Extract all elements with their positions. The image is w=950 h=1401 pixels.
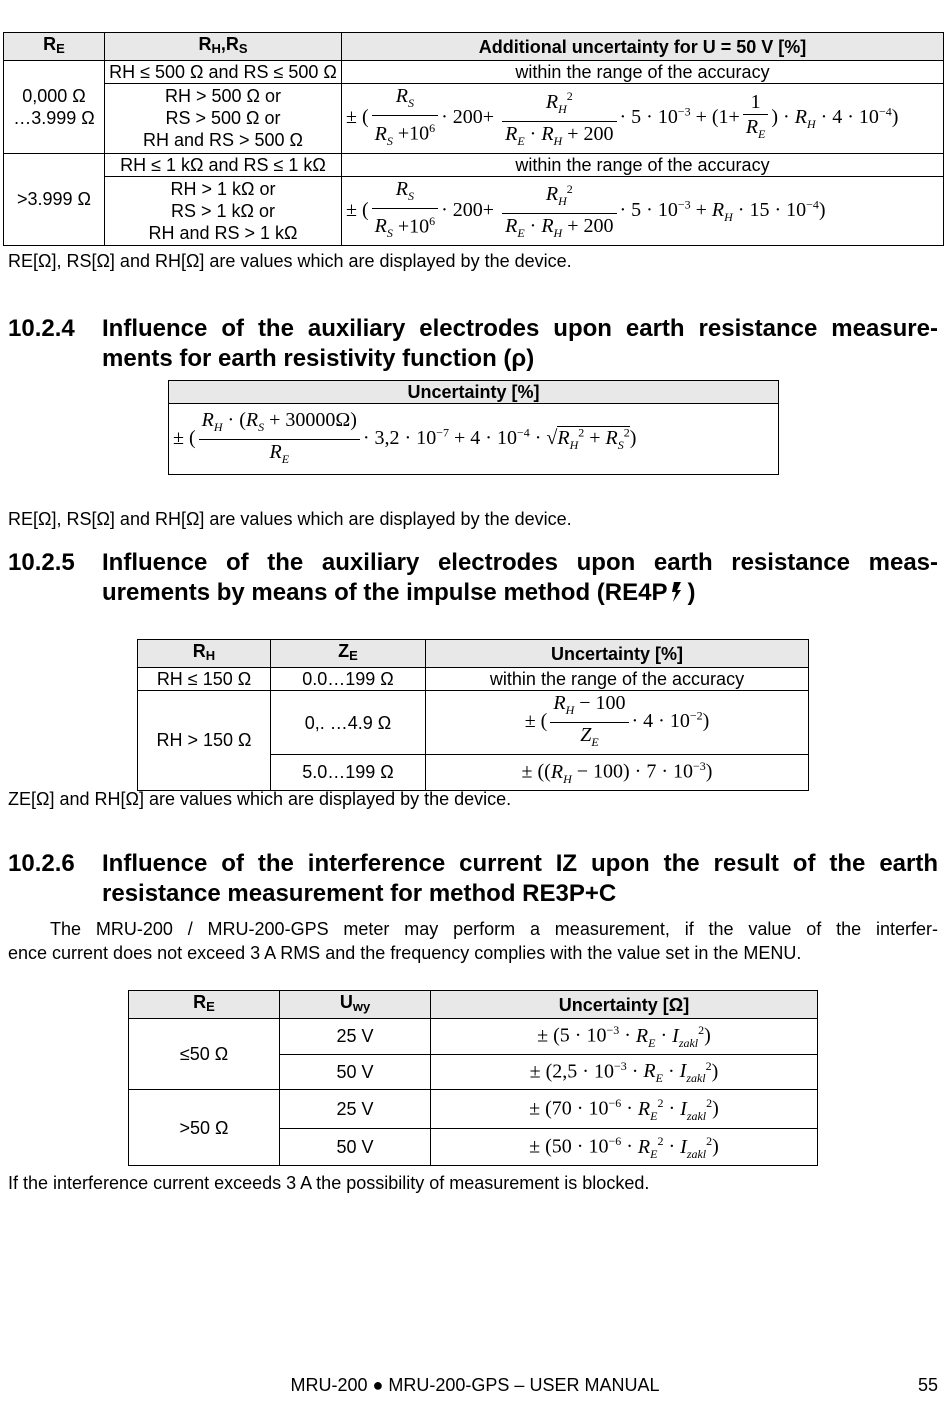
group2-re: >3.999 Ω <box>4 153 105 246</box>
header-additional-uncertainty: Additional uncertainty for U = 50 V [%] <box>342 33 944 61</box>
formula-interf-2: ± $(2,5 \cdot 10^{-3} \cdot R_E \cdot I_{zakl}^2)$ <box>431 1054 818 1090</box>
interference-g1: ≤50 Ω <box>129 1019 280 1090</box>
impulse-r1-unc: within the range of the accuracy <box>426 668 809 691</box>
section-10-2-4-note: RE[Ω], RS[Ω] and RH[Ω] are values which are displayed by the device. <box>8 509 572 529</box>
header-re: RE <box>4 33 105 61</box>
interference-g1-50v: 50 V <box>280 1054 431 1090</box>
group2-cond2: RH > 1 kΩ or RS > 1 kΩ or RH and RS > 1 kΩ <box>105 176 342 246</box>
group2-res1: within the range of the accuracy <box>342 153 944 176</box>
table-additional-uncertainty <box>3 32 944 246</box>
section-10-2-6-title-line1: Influence of the interference current IZ upon the result of the earth <box>102 850 938 877</box>
section-10-2-5-note: ZE[Ω] and RH[Ω] are values which are displayed by the device. <box>8 789 512 809</box>
table1-note: RE[Ω], RS[Ω] and RH[Ω] are values which are displayed by the device. <box>8 251 572 271</box>
section-10-2-4-title-line1: Influence of the auxiliary electrodes upon earth resistance measure- <box>102 315 938 342</box>
section-10-2-4-number: 10.2.4 <box>8 315 75 342</box>
section-10-2-4-title-line2: ments for earth resistivity function (ρ) <box>102 345 535 372</box>
formula-impulse-2: ± $((R_H - 100) \cdot 7 \cdot 10^{-3})$ <box>426 755 809 791</box>
page-number: 55 <box>917 1375 938 1395</box>
section-10-2-6-para-line2: ence current does not exceed 3 A RMS and the frequency complies with the value set in the MENU. <box>8 943 802 963</box>
section-10-2-6-number: 10.2.6 <box>8 850 75 877</box>
header-ze: ZE <box>271 640 426 668</box>
formula-impulse-1: ± ( $\frac{R_H - 100}{Z_E}$ · $4 \cdot 10^{-2}$) <box>426 691 809 755</box>
interference-g2: >50 Ω <box>129 1090 280 1166</box>
group1-re: 0,000 Ω …3.999 Ω <box>4 61 105 154</box>
impulse-r2-rh: RH > 150 Ω <box>138 691 271 791</box>
group1-cond2: RH > 500 Ω or RS > 500 Ω or RH and RS > 500 Ω <box>105 84 342 154</box>
interference-g2-25v: 25 V <box>280 1090 431 1129</box>
header-uncertainty-impulse: Uncertainty [%] <box>426 640 809 668</box>
section-10-2-6-note: If the interference current exceeds 3 A the possibility of measurement is blocked. <box>8 1173 650 1193</box>
section-10-2-5-title-line2: urements by means of the impulse method (RE4P ) <box>102 579 696 606</box>
formula-interf-1: ± $(5 \cdot 10^{-3} \cdot R_E \cdot I_{zakl}^2)$ <box>431 1019 818 1055</box>
table-interference-uncertainty <box>128 990 818 1166</box>
interference-g2-50v: 50 V <box>280 1129 431 1166</box>
section-10-2-6-para-line1: The MRU-200 / MRU-200-GPS meter may perform a measurement, if the value of the interfer- <box>50 919 938 939</box>
group2-cond1: RH ≤ 1 kΩ and RS ≤ 1 kΩ <box>105 153 342 176</box>
group1-cond1: RH ≤ 500 Ω and RS ≤ 500 Ω <box>105 61 342 84</box>
footer-title: MRU-200 ● MRU-200-GPS – USER MANUAL <box>290 1375 660 1395</box>
formula-interf-3: ± $(70 \cdot 10^{-6} \cdot R_E^2 \cdot I_{zakl}^2)$ <box>431 1090 818 1129</box>
header-uwy: Uwy <box>280 991 431 1019</box>
formula-interf-4: ± $(50 \cdot 10^{-6} \cdot R_E^2 \cdot I_{zakl}^2)$ <box>431 1129 818 1166</box>
impulse-r2-ze: 0,. …4.9 Ω <box>271 691 426 755</box>
impulse-r1-ze: 0.0…199 Ω <box>271 668 426 691</box>
header-uncertainty-ohm: Uncertainty [Ω] <box>431 991 818 1019</box>
header-uncertainty: Uncertainty [%] <box>169 381 779 404</box>
impulse-icon <box>671 580 683 600</box>
group1-res1: within the range of the accuracy <box>342 61 944 84</box>
table-resistivity-uncertainty <box>168 380 779 475</box>
table-impulse-uncertainty <box>137 639 809 791</box>
formula-1: ± ( $\frac{R_S}{R_S +10^6}$ · 200+ $\frac{R_H^2}{R_E \cdot R_H + 200}$ · $5 \cdot 10^{-3} + (1+$ $\frac{1}{R_E}$ ) · $R_H \cdot 4 \cdot 10^{-4}$) <box>342 84 944 154</box>
formula-resistivity: ± ( $\frac{R_H \cdot (R_S + 30000\Omega)}{R_E}$ · $3,2 \cdot 10^{-7} + 4 \cdot 10^{-4} \cdot √R_H^2 + R_S^2$) <box>169 404 779 475</box>
impulse-r1-rh: RH ≤ 150 Ω <box>138 668 271 691</box>
impulse-r3-ze: 5.0…199 Ω <box>271 755 426 791</box>
section-10-2-5-number: 10.2.5 <box>8 549 75 576</box>
header-rh-rs: RH,RS <box>105 33 342 61</box>
section-10-2-5-title-line1: Influence of the auxiliary electrodes upon earth resistance meas- <box>102 549 938 576</box>
header-rh: RH <box>138 640 271 668</box>
interference-g1-25v: 25 V <box>280 1019 431 1055</box>
section-10-2-6-title-line2: resistance measurement for method RE3P+C <box>102 880 617 907</box>
formula-2: ± ( $\frac{R_S}{R_S +10^6}$ · 200+ $\frac{R_H^2}{R_E \cdot R_H + 200}$ · $5 \cdot 10^{-3} + R_H \cdot 15 \cdot 10^{-4}$) <box>342 176 944 246</box>
header-re-2: RE <box>129 991 280 1019</box>
